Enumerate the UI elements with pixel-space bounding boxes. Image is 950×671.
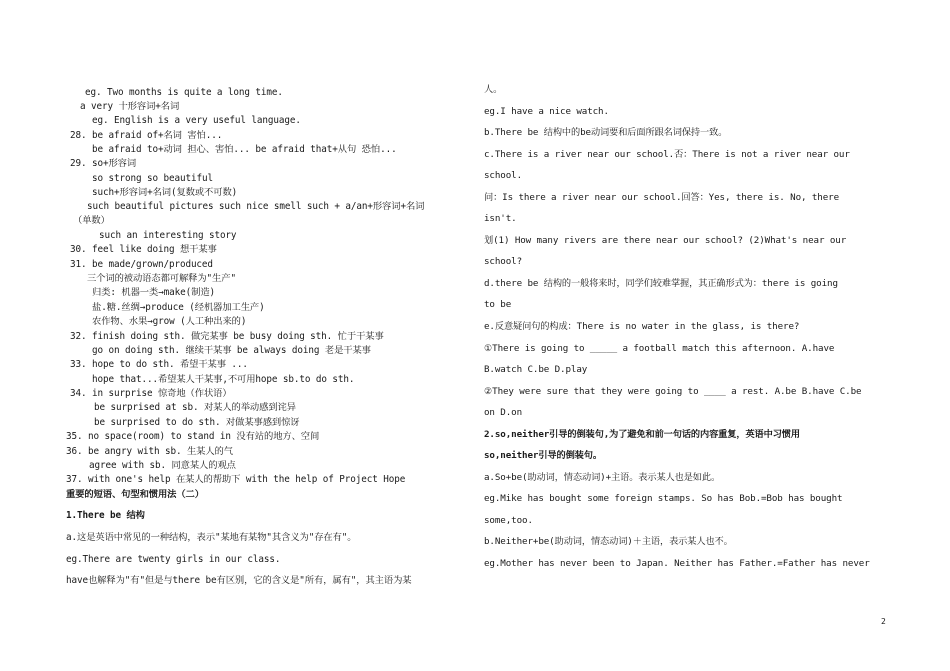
text-line: 划(1) How many rivers are there near our school? (2)What's near our <box>484 235 847 246</box>
text-line: a very 十形容词+名词 <box>80 101 180 112</box>
page-number: 2 <box>881 617 886 626</box>
text-line: have也解释为"有"但是与there be有区别，它的含义是"所有，属有"，其主语为某 <box>66 575 412 586</box>
text-line: 农作物、水果→grow (人工种出来的) <box>92 316 247 327</box>
text-line: eg.Mother has never been to Japan. Neither has Father.=Father has never <box>484 558 870 569</box>
text-line: be surprised at sb. 对某人的举动感到诧异 <box>94 402 296 413</box>
text-line: isn't. <box>484 213 517 224</box>
text-line: 30. feel like doing 想干某事 <box>70 244 217 255</box>
section-heading: 2.so,neither引导的倒装句,为了避免和前一句话的内容重复，英语中习惯用 <box>484 429 800 440</box>
text-line: 29. so+形容词 <box>70 158 137 169</box>
text-line: eg.I have a nice watch. <box>484 106 609 117</box>
text-line: （单数） <box>73 215 110 226</box>
text-line: 归类: 机器一类→make(制造) <box>92 287 216 298</box>
text-line: 人。 <box>484 84 503 95</box>
text-line: ②They were sure that they were going to ____ a rest. A.be B.have C.be <box>484 386 862 397</box>
text-line: such beautiful pictures such nice smell such + a/an+形容词+名词 <box>87 201 425 212</box>
section-heading: 1.There be 结构 <box>66 510 145 521</box>
text-line: 33. hope to do sth. 希望干某事 ... <box>70 359 248 370</box>
text-line: a.So+be(助动词，情态动词)+主语。表示某人也是如此。 <box>484 472 721 483</box>
text-line: so strong so beautiful <box>92 173 213 184</box>
text-line: agree with sb. 同意某人的观点 <box>89 460 236 471</box>
text-line: 31. be made/grown/produced <box>70 259 213 270</box>
text-line: 35. no space(room) to stand in 没有站的地方、空间 <box>66 431 320 442</box>
text-line: 37. with one's help 在某人的帮助下 with the help of Project Hope <box>66 474 406 485</box>
section-heading: so,neither引导的倒装句。 <box>484 450 602 461</box>
text-line: eg. English is a very useful language. <box>92 115 301 126</box>
text-line: c.There is a river near our school.否：There is not a river near our <box>484 149 850 160</box>
text-line: eg.Mike has bought some foreign stamps. So has Bob.=Bob has bought <box>484 493 843 504</box>
text-line: b.There be 结构中的be动词要和后面所跟名词保持一致。 <box>484 127 728 138</box>
text-line: a.这是英语中常见的一种结构，表示"某地有某物"其含义为"存在有"。 <box>66 532 357 543</box>
text-line: 36. be angry with sb. 生某人的气 <box>66 446 233 457</box>
text-line: d.there be 结构的一般将来时，同学们较难掌握，其正确形式为：there is going <box>484 278 838 289</box>
text-line: eg. Two months is quite a long time. <box>85 87 283 98</box>
text-line: 28. be afraid of+名词 害怕... <box>70 130 223 141</box>
section-heading: 重要的短语、句型和惯用法（二） <box>66 489 204 500</box>
text-line: b.Neither+be(助动词，情态动词)＋主语，表示某人也不。 <box>484 536 733 547</box>
text-line: 三个词的被动语态都可解释为"生产" <box>87 273 236 284</box>
text-line: 问：Is there a river near our school.回答：Yes, there is. No, there <box>484 192 840 203</box>
text-line: go on doing sth. 继续干某事 be always doing 老是干某事 <box>92 345 371 356</box>
text-line: some,too. <box>484 515 533 526</box>
text-line: eg.There are twenty girls in our class. <box>66 554 281 565</box>
text-line: school? <box>484 256 523 267</box>
text-line: to be <box>484 299 512 310</box>
text-line: be surprised to do sth. 对做某事感到惊讶 <box>94 417 300 428</box>
text-line: B.watch C.be D.play <box>484 364 588 375</box>
text-line: hope that...希望某人干某事,不可用hope sb.to do sth. <box>92 374 355 385</box>
text-line: ①There is going to _____ a football match this afternoon. A.have <box>484 343 835 354</box>
text-line: e.反意疑问句的构成：There is no water in the glass, is there? <box>484 321 800 332</box>
text-line: school. <box>484 170 523 181</box>
text-line: on D.on <box>484 407 523 418</box>
text-line: 盐.糖.丝绸→produce (经机器加工生产) <box>92 302 265 313</box>
text-line: 34. in surprise 惊奇地（作状语） <box>70 388 232 399</box>
text-line: such an interesting story <box>99 230 237 241</box>
text-line: be afraid to+动词 担心、害怕... be afraid that+从句 恐怕... <box>92 144 397 155</box>
text-line: 32. finish doing sth. 做完某事 be busy doing sth. 忙于干某事 <box>70 331 384 342</box>
text-line: such+形容词+名词(复数或不可数) <box>92 187 238 198</box>
